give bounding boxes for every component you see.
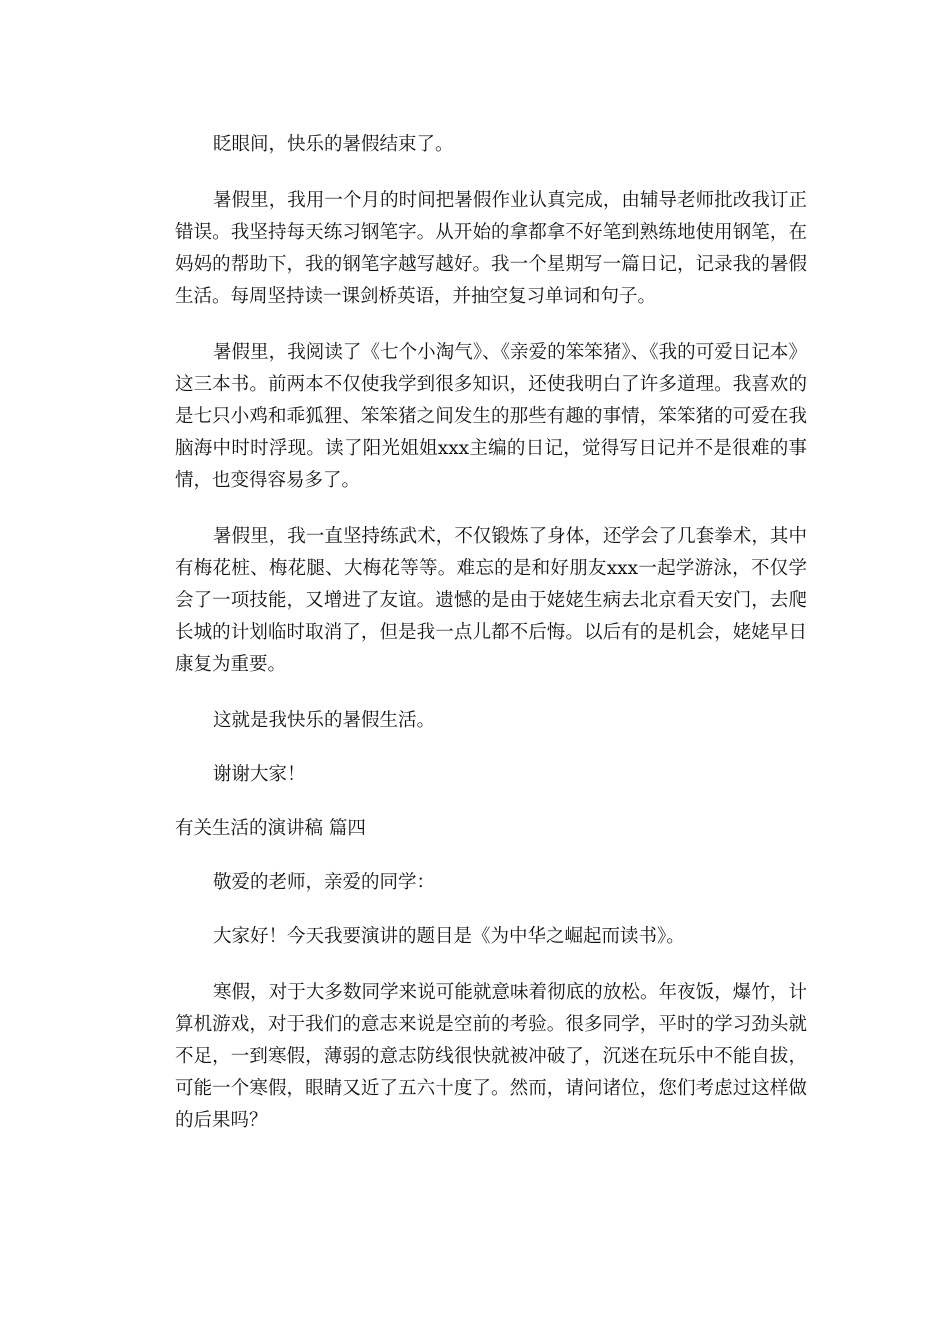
paragraph-summary: 这就是我快乐的暑假生活。 <box>213 710 436 731</box>
paragraph-greeting: 敬爱的老师，亲爱的同学： <box>213 872 436 893</box>
paragraph-topic: 大家好！今天我要演讲的题目是《为中华之崛起而读书》。 <box>213 926 685 947</box>
paragraph-reading: 暑假里，我阅读了《七个小淘气》、《亲爱的笨笨猪》、《我的可爱日记本》这三本书。前两本不仅使我学到很多知识，还使我明白了许多道理。我喜欢的是七只小鸡和乖狐狸、笨笨猪之间发生的那些有趣的事情，笨笨猪的可爱在我脑海中时时浮现。读了阳光姐姐xxx主编的日记，觉得写日记并不是很难的事情，也变得容易多了。 <box>175 342 807 491</box>
paragraph-thanks: 谢谢大家！ <box>213 764 306 785</box>
paragraph-winter-break: 寒假，对于大多数同学来说可能就意味着彻底的放松。年夜饭，爆竹，计算机游戏，对于我们的意志来说是空前的考验。很多同学，平时的学习劲头就不足，一到寒假，薄弱的意志防线很快就被冲破了，沉迷在玩乐中不能自拔，可能一个寒假，眼睛又近了五六十度了。然而，请问诸位，您们考虑过这样做的后果吗？ <box>175 982 807 1131</box>
paragraph-homework: 暑假里，我用一个月的时间把暑假作业认真完成，由辅导老师批改我订正错误。我坚持每天练习钢笔字。从开始的拿都拿不好笔到熟练地使用钢笔，在妈妈的帮助下，我的钢笔字越写越好。我一个星期写一篇日记，记录我的暑假生活。每周坚持读一课剑桥英语，并抽空复习单词和句子。 <box>175 190 807 307</box>
paragraph-martial-arts: 暑假里，我一直坚持练武术，不仅锻炼了身体，还学会了几套拳术，其中有梅花桩、梅花腿、大梅花等等。难忘的是和好朋友xxx一起学游泳，不仅学会了一项技能，又增进了友谊。遗憾的是由于姥姥生病去北京看天安门，去爬长城的计划临时取消了，但是我一点儿都不后悔。以后有的是机会，姥姥早日康复为重要。 <box>175 526 807 675</box>
paragraph-summer-end: 眨眼间，快乐的暑假结束了。 <box>213 134 454 155</box>
document-body <box>175 129 807 1137</box>
section-title: 有关生活的演讲稿 篇四 <box>175 818 366 839</box>
